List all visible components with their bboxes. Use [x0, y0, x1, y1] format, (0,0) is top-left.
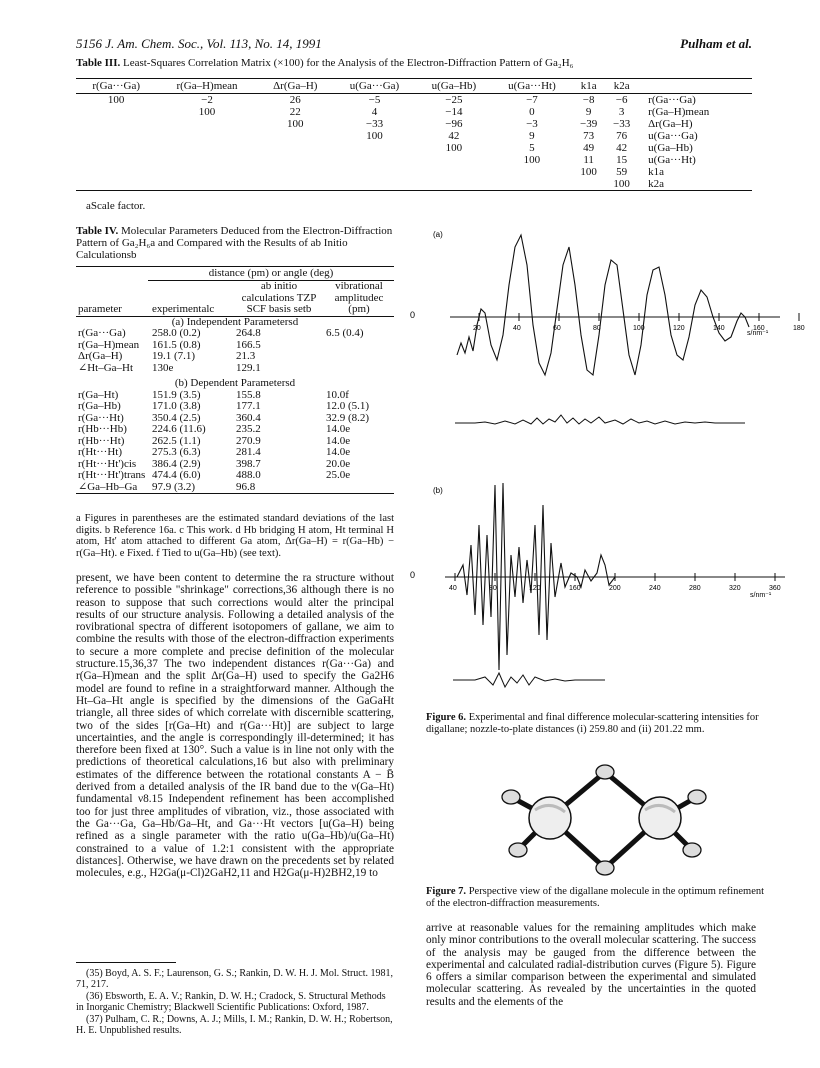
- table3-cell: 100: [366, 130, 383, 142]
- table3-cell: 9: [585, 106, 592, 118]
- table3-cell: [416, 154, 492, 166]
- table4-cell: 10.0f: [326, 388, 349, 401]
- figure6-a-zero: 0: [410, 310, 416, 320]
- body-text-right: arrive at reasonable values for the remaining amplitudes which make only minor contributions to the overall molecular scattering. The success of the analysis may be gauged from the difference between the experimental and calculated radial-distribution curves (Figure 5). Figure 6 offers a similar comparison between the experimental and simulated molecular scattering. As revealed by the uncertainties in the quoted results and the elements of the: [426, 922, 756, 1008]
- table3-caption: [76, 57, 752, 69]
- table3-cell: u(Ga–Hb): [648, 142, 693, 154]
- table4-cell: r(Ga–Ht): [78, 388, 119, 401]
- table3-cell: 42: [616, 142, 628, 154]
- table3-cell: [258, 154, 333, 166]
- table3-cell: 22: [289, 106, 301, 118]
- figure6-b-ticks: [449, 573, 781, 592]
- figure6-panel-b-label: (b): [433, 486, 443, 495]
- table4-cell: 130e: [152, 361, 174, 374]
- table4-cell: 166.5: [236, 338, 261, 351]
- figure6-label: Figure 6.: [426, 712, 467, 723]
- figure6-tick-label: 280: [689, 585, 701, 592]
- table4-row: [76, 424, 394, 436]
- table4-cell: r(Ga···Ga): [78, 327, 126, 339]
- table4-cell: [324, 351, 394, 363]
- table3-cell: [156, 154, 257, 166]
- table3-row: [76, 118, 752, 130]
- table4-cell: 21.3: [236, 350, 256, 362]
- table3-row: [76, 106, 752, 118]
- figure6-tick-label: 240: [649, 585, 661, 592]
- table3-cell: [76, 178, 156, 190]
- atom-ht1: [502, 790, 520, 804]
- figure6-tick-label: 200: [609, 585, 621, 592]
- figure6-a-difference-curve: [455, 415, 745, 424]
- table3-cell: [333, 142, 416, 154]
- table4-cell: 14.0e: [326, 446, 351, 458]
- table4-cell: 12.0 (5.1): [326, 400, 370, 412]
- table3-cell: [333, 166, 416, 178]
- table4-cell: 177.1: [236, 400, 261, 412]
- figure6-tick-label: 320: [729, 585, 741, 592]
- figure7-molecule: [495, 760, 715, 880]
- table4-cell: [324, 363, 394, 375]
- table3-cell: 100: [613, 178, 630, 190]
- table3-row: [76, 178, 752, 190]
- table3-cell: 26: [289, 94, 301, 106]
- table3-cell: 100: [107, 94, 125, 106]
- journal-citation: 5156 J. Am. Chem. Soc., Vol. 113, No. 14, 1991: [76, 36, 322, 51]
- table3-cell: −3: [526, 118, 538, 130]
- reference-37: (37) Pulham, C. R.; Downs, A. J.; Mills, I. M.; Rankin, D. W. H.; Robertson, H. E. Unpublished results.: [76, 1014, 393, 1036]
- figure6-b-zero: 0: [410, 570, 416, 580]
- figure6-tick-label: 140: [713, 325, 725, 332]
- table4-cell: ∠Ht–Ga–Ht: [78, 361, 134, 374]
- table3-row: [76, 166, 752, 178]
- table4-cell: r(Ht···Ht')cis: [78, 457, 137, 470]
- table4-row: [76, 351, 394, 363]
- table4-section-a: (a) Independent Parametersd: [171, 315, 299, 328]
- table3-cell: [76, 130, 156, 142]
- table4-cell: 97.9 (3.2): [152, 480, 196, 493]
- table3-cell: [333, 178, 416, 190]
- table4-cell: r(Hb···Ht): [78, 434, 125, 447]
- author-header: Pulham et al.: [680, 36, 752, 51]
- table4-cell: r(Ga···Ht): [78, 411, 124, 424]
- table3-cell: 59: [616, 166, 628, 178]
- table4-cell: 161.5 (0.8): [152, 338, 201, 351]
- table4-caption: [76, 225, 394, 261]
- atom-hb1: [596, 765, 614, 779]
- table3-cell: −25: [445, 94, 463, 106]
- table4-label: Table IV.: [76, 225, 119, 237]
- table4-cell: 474.4 (6.0): [152, 469, 201, 481]
- table4-cell: 275.3 (6.3): [152, 446, 201, 458]
- table3-cell: k2a: [648, 178, 665, 190]
- table3-cell: −5: [368, 94, 381, 106]
- table4-cell: 6.5 (0.4): [326, 327, 364, 339]
- figure6-tick-label: 80: [593, 325, 601, 332]
- table4-cell: r(Ht···Ht')trans: [78, 469, 146, 481]
- figure6-tick-label: 40: [513, 325, 521, 332]
- table3-cell: 5: [529, 142, 535, 154]
- table4-cell: 258.0 (0.2): [152, 327, 201, 339]
- table3: [76, 78, 752, 191]
- table3-row: [76, 130, 752, 142]
- table4-cell: 171.0 (3.8): [152, 400, 201, 412]
- table3-cell: [156, 166, 257, 178]
- table4-cell: 235.2: [236, 423, 261, 435]
- table3-cell: [76, 166, 156, 178]
- table4-cell: 32.9 (8.2): [326, 411, 370, 424]
- table4-cell: 96.8: [236, 480, 256, 493]
- figure6-tick-label: 360: [769, 585, 781, 592]
- body-text-left: present, we have been content to determine the ra structure without reference to possible "shrinkage" corrections,36 although there is no reason to suppose that such corrections would alter the principal results of our structure analysis. Following a detailed analysis of the rovibrational spectra of different isotopomers of gallane, we aim to combine the results with those of the electron-diffraction experiments to secure a more complete and precise definition of the molecular structure.15,36,37 The two independent distances r(Ga···Ga) and r(Ga–H)mean and the split Δr(Ga–H) used to specify the Ga2H6 model are found to refine in a straightforward manner. Although the Ht–Ga–Ht angle is specified by the dimensions of the GaGaHt triangle, all three sides of which correlate with discernible scattering, two of the sides [r(Ga–Ht) and r(Ga···Ht)] are subject to large uncertainties, and the angle is correspondingly ill-determined; it has therefore been fixed at 130°. Such a value is in line not only with the predictions of theoretical calculations,16 but also with preliminary estimates of the difference between the rotational constants A − B̄ derived from a detailed analysis of the IR band due to the ν(Ga–Ht) fundamental ν8.15 Independent refinement has been accomplished too for just three amplitudes of vibration, viz., those associated with the Ga···Ga, Ga–Hb/Ga–Ht, and Ga···Ht vectors [u(Ga–H) being refined as a single parameter with the ratio u(Ga–Hb)/u(Ga–Ht) constrained to a value of 1.2:1 consistent with the appropriate distances]. Otherwise, we have drawn on the precedents set by related molecules, e.g., H2Ga(μ-Cl)2GaH2,11 and H2Ga(μ-H)2BH2,19 to: [76, 572, 394, 880]
- table3-cell: u(Ga···Ht): [648, 154, 696, 166]
- table3-cell: [156, 130, 257, 142]
- table3-row: [76, 94, 752, 107]
- table3-cell: −96: [445, 118, 463, 130]
- figure6-caption: [426, 712, 766, 736]
- table4-row: [76, 401, 394, 413]
- reference-36: (36) Ebsworth, E. A. V.; Rankin, D. W. H.; Cradock, S. Structural Methods in Inorganic Chemistry; Blackwell Scientific Publications: Oxford, 1987.: [76, 991, 386, 1013]
- table4-footnote: a Figures in parentheses are the estimated standard deviations of the last digits. b Reference 16a. c This work. d Hb bridging H atom, Ht terminal H atom, Ht' atom attached to different Ga atom, Δr(Ga–H) = r(Ga–Hb) − r(Ga–Ht). e Fixed. f Tied to u(Ga–Hb) (see text).: [76, 513, 394, 559]
- table3-cell: k1a: [648, 166, 665, 178]
- table3-cell: −8: [582, 94, 595, 106]
- table3-cell: −33: [613, 118, 631, 130]
- figure6-a-unit: s/nm⁻¹: [747, 330, 769, 337]
- table3-cell: 100: [523, 154, 541, 166]
- atom-ht3: [688, 790, 706, 804]
- table4-row: [76, 328, 394, 340]
- table3-cell: 100: [287, 118, 304, 130]
- table3-cell: 49: [583, 142, 595, 154]
- table4-row: [76, 340, 394, 352]
- table4-cell: 281.4: [236, 446, 261, 458]
- table3-cell: [258, 166, 333, 178]
- figure7-caption: [426, 886, 766, 910]
- footnote-rule: [76, 962, 176, 963]
- table3-header-cell: [638, 79, 752, 94]
- figure6-tick-label: 40: [449, 585, 457, 592]
- table4-cell: 262.5 (1.1): [152, 434, 201, 447]
- table3-cell: [156, 178, 257, 190]
- table3-cell: Δr(Ga–H): [648, 118, 693, 130]
- table4-cell: 398.7: [236, 457, 261, 470]
- figure6-plots: [405, 225, 805, 705]
- table4-row: [76, 470, 394, 482]
- table3-cell: [76, 106, 156, 118]
- figure6-tick-label: 160: [569, 585, 581, 592]
- table3-header-cell: k1a: [572, 79, 605, 94]
- table3-footnote: aScale factor.: [86, 200, 146, 212]
- table3-header-cell: u(Ga···Ga): [333, 79, 416, 94]
- figure6-tick-label: 120: [673, 325, 685, 332]
- figure6-tick-label: 120: [529, 585, 541, 592]
- table4-cell: 386.4 (2.9): [152, 457, 201, 470]
- table4-cell: [324, 482, 394, 494]
- table3-header-cell: r(Ga···Ga): [76, 79, 156, 94]
- table3-header-cell: u(Ga···Ht): [492, 79, 572, 94]
- figure6-panel-a-label: (a): [433, 230, 443, 239]
- figure6-tick-label: 20: [473, 325, 481, 332]
- table4-cell: 129.1: [236, 361, 261, 374]
- table3-cell: [76, 118, 156, 130]
- table3-cell: [76, 154, 156, 166]
- table3-cell: [258, 178, 333, 190]
- table3-cell: 100: [445, 142, 463, 154]
- table3-cell: 3: [618, 106, 625, 118]
- table4-cell: r(Ga–H)mean: [78, 338, 140, 351]
- figure6-tick-label: 60: [553, 325, 561, 332]
- table4-title: Molecular Parameters Deduced from the Electron-Diffraction Pattern of Ga₂H₆a and Compared with the Results of ab Initio Calculationsb: [76, 225, 393, 261]
- table3-cell: [416, 166, 492, 178]
- table3-cell: 9: [529, 130, 535, 142]
- references: [76, 968, 394, 1037]
- table3-cell: −39: [580, 118, 598, 130]
- reference-35: (35) Boyd, A. S. F.; Laurenson, G. S.; Rankin, D. W. H. J. Mol. Struct. 1981, 71, 217.: [76, 968, 393, 990]
- table3-label: Table III.: [76, 57, 121, 69]
- table3-row: [76, 154, 752, 166]
- figure6-caption-text: Experimental and final difference molecular-scattering intensities for digallane; nozzle-to-plate distances (i) 259.80 and (ii) 201.22 mm.: [426, 712, 759, 735]
- table3-header-cell: Δr(Ga–H): [258, 79, 333, 94]
- table3-cell: 73: [583, 130, 595, 142]
- figure6-tick-label: 80: [489, 585, 497, 592]
- table4: [76, 266, 394, 494]
- table3-cell: r(Ga···Ga): [648, 94, 696, 106]
- table4-cell: 19.1 (7.1): [152, 350, 196, 362]
- table4-cell: 488.0: [236, 469, 261, 481]
- table4-cell: 20.0e: [326, 457, 351, 470]
- figure6-tick-label: 100: [633, 325, 645, 332]
- table4-cell: r(Ht···Ht): [78, 446, 122, 458]
- table3-cell: r(Ga–H)mean: [648, 106, 710, 118]
- figure7-caption-text: Perspective view of the digallane molecule in the optimum refinement of the electron-diffraction measurements.: [426, 886, 765, 909]
- figure6-a-experimental-curve: [457, 235, 749, 375]
- table3-title: Least-Squares Correlation Matrix (×100) for the Analysis of the Electron-Diffraction Pattern of Ga₂H₆: [122, 57, 574, 69]
- table4-cell: 360.4: [236, 411, 261, 424]
- table3-cell: 4: [371, 106, 378, 118]
- table3-header-cell: r(Ga–H)mean: [156, 79, 257, 94]
- table4-span-header: distance (pm) or angle (deg): [148, 267, 394, 281]
- table3-cell: [416, 178, 492, 190]
- atom-ht2: [509, 843, 527, 857]
- table4-cell: 25.0e: [326, 469, 351, 481]
- table3-cell: [492, 166, 572, 178]
- table3-header-cell: k2a: [605, 79, 638, 94]
- table3-header-cell: u(Ga–Hb): [416, 79, 492, 94]
- figure6-b-unit: s/nm⁻¹: [750, 592, 772, 599]
- table4-row: [76, 482, 394, 494]
- table3-cell: [492, 178, 572, 190]
- table3-cell: −7: [526, 94, 538, 106]
- table3-cell: [76, 142, 156, 154]
- table4-cell: [324, 340, 394, 352]
- table4-cell: 14.0e: [326, 423, 351, 435]
- table4-cell: 270.9: [236, 434, 261, 447]
- table3-cell: −2: [201, 94, 213, 106]
- table3-row: [76, 142, 752, 154]
- table3-cell: −14: [445, 106, 463, 118]
- table4-row: [76, 447, 394, 459]
- table4-cell: 151.9 (3.5): [152, 388, 201, 401]
- table3-cell: [333, 154, 416, 166]
- table4-cell: r(Ga–Hb): [78, 400, 121, 412]
- table3-cell: 0: [529, 106, 535, 118]
- atom-ht4: [683, 843, 701, 857]
- table4-cell: 264.8: [236, 327, 261, 339]
- atom-ga1: [529, 797, 571, 839]
- table4-cell: Δr(Ga–H): [78, 350, 123, 362]
- figure6-tick-label: 160: [753, 325, 765, 332]
- table3-cell: 100: [198, 106, 216, 118]
- table4-cell: 155.8: [236, 388, 261, 401]
- table3-cell: 42: [448, 130, 460, 142]
- table3-cell: [156, 118, 257, 130]
- table3-cell: 11: [583, 154, 594, 166]
- table3-cell: [572, 178, 605, 190]
- table3-cell: [258, 142, 333, 154]
- figure7-label: Figure 7.: [426, 886, 467, 897]
- table4-cell: 14.0e: [326, 434, 351, 447]
- table4-col-parameter: parameter: [78, 303, 122, 315]
- atom-ga2: [639, 797, 681, 839]
- table4-cell: 224.6 (11.6): [152, 423, 206, 435]
- table3-cell: 76: [616, 130, 628, 142]
- table4-col-experimental: experimentalc: [152, 303, 215, 315]
- table4-col-amplitude: vibrational amplitudec (pm): [334, 280, 384, 315]
- table3-cell: [156, 142, 257, 154]
- table3-cell: 15: [616, 154, 628, 166]
- atom-hb2: [596, 861, 614, 875]
- figure6-b-difference-curve: [453, 673, 605, 687]
- table3-cell: 100: [580, 166, 597, 178]
- table4-cell: 350.4 (2.5): [152, 411, 201, 424]
- table4-cell: ∠Ga–Hb–Ga: [78, 480, 138, 493]
- table4-section-b: (b) Dependent Parametersd: [174, 377, 296, 389]
- table3-cell: −6: [615, 94, 628, 106]
- table3-cell: −33: [365, 118, 384, 130]
- table3-cell: u(Ga···Ga): [648, 130, 698, 142]
- table4-col-abinitio: ab initio calculations TZP SCF basis setb: [241, 280, 317, 315]
- table3-cell: [258, 130, 333, 142]
- figure6-tick-label: 180: [793, 325, 805, 332]
- table4-cell: r(Hb···Hb): [78, 423, 127, 435]
- table4-row: [76, 363, 394, 375]
